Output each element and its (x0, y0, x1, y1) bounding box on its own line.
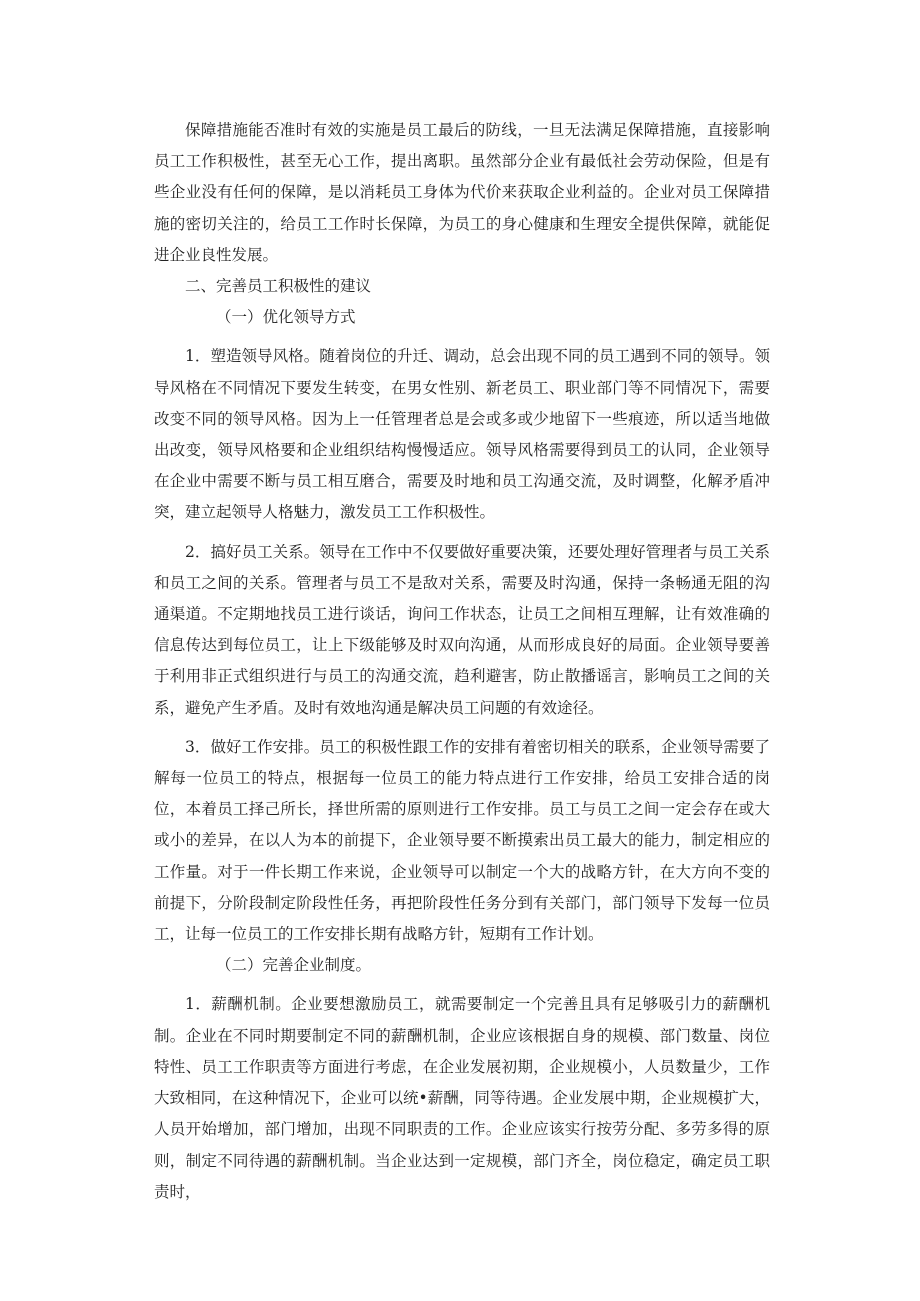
paragraph-salary-mechanism: 1．薪酬机制。企业要想激励员工，就需要制定一个完善且具有足够吸引力的薪酬机制。企业在不同时期要制定不同的薪酬机制，企业应该根据自身的规模、部门数量、岗位特性、员工工作职责等方面进行考虑，在企业发展初期，企业规模小，人员数量少，工作大致相同，在这种情况下，企业可以统•薪酬，同等待遇。企业发展中期，企业规模扩大，人员开始增加，部门增加，出现不同职责的工作。企业应该实行按劳分配、多劳多得的原则，制定不同待遇的薪酬机制。当企业达到一定规模，部门齐全，岗位稳定，确定员工职责时， (154, 995, 770, 1201)
paragraph-work-arrangement: 3．做好工作安排。员工的积极性跟工作的安排有着密切相关的联系，企业领导需要了解每一位员工的特点，根据每一位员工的能力特点进行工作安排，给员工安排合适的岗位，本着员工择己所长，择世所需的原则进行工作安排。员工与员工之间一定会存在或大或小的差异，在以人为本的前提下，企业领导要不断摸索出员工最大的能力，制定相应的工作量。对于一件长期工作来说，企业领导可以制定一个大的战略方针，在大方向不变的前提下，分阶段制定阶段性任务，再把阶段性任务分到有关部门，部门领导下发每一位员工，让每一位员工的工作安排长期有战略方针，短期有工作计划。 (154, 737, 770, 944)
paragraph-leadership-style: 1．塑造领导风格。随着岗位的升迁、调动，总会出现不同的员工遇到不同的领导。领导风格在不同情况下要发生转变，在男女性别、新老员工、职业部门等不同情况下，需要改变不同的领导风格。因为上一任管理者总是会或多或少地留下一些痕迹，所以适当地做出改变，领导风格要和企业组织结构慢慢适应。领导风格需要得到员工的认同，企业领导在企业中需要不断与员工相互磨合，需要及时地和员工沟通交流，及时调整，化解矛盾冲突，建立起领导人格魅力，激发员工工作积极性。 (154, 347, 770, 522)
section-heading-suggestions: 二、完善员工积极性的建议 (185, 277, 372, 296)
paragraph-employee-relations: 2．搞好员工关系。领导在工作中不仅要做好重要决策，还要处理好管理者与员工关系和员工之间的关系。管理者与员工不是敌对关系，需要及时沟通，保持一条畅通无阻的沟通渠道。不定期地找员工进行谈话，询问工作状态，让员工之间相互理解，让有效准确的信息传达到每位员工，让上下级能够及时双向沟通，从而形成良好的局面。企业领导要善于利用非正式组织进行与员工的沟通交流，趋利避害，防止散播谣言，影响员工之间的关系，避免产生矛盾。及时有效地沟通是解决员工问题的有效途径。 (154, 542, 770, 717)
subsection-heading-system: （二）完善企业制度。 (216, 956, 372, 975)
paragraph-safeguard-measures: 保障措施能否准时有效的实施是员工最后的防线，一旦无法满足保障措施，直接影响员工工作积极性，甚至无心工作，提出离职。虽然部分企业有最低社会劳动保险，但是有些企业没有任何的保障，是以消耗员工身体为代价来获取企业利益的。企业对员工保障措施的密切关注的，给员工工作时长保障，为员工的身心健康和生理安全提供保障，就能促进企业良性发展。 (154, 121, 770, 264)
document-body (154, 115, 770, 1208)
subsection-heading-leadership: （一）优化领导方式 (216, 308, 356, 327)
